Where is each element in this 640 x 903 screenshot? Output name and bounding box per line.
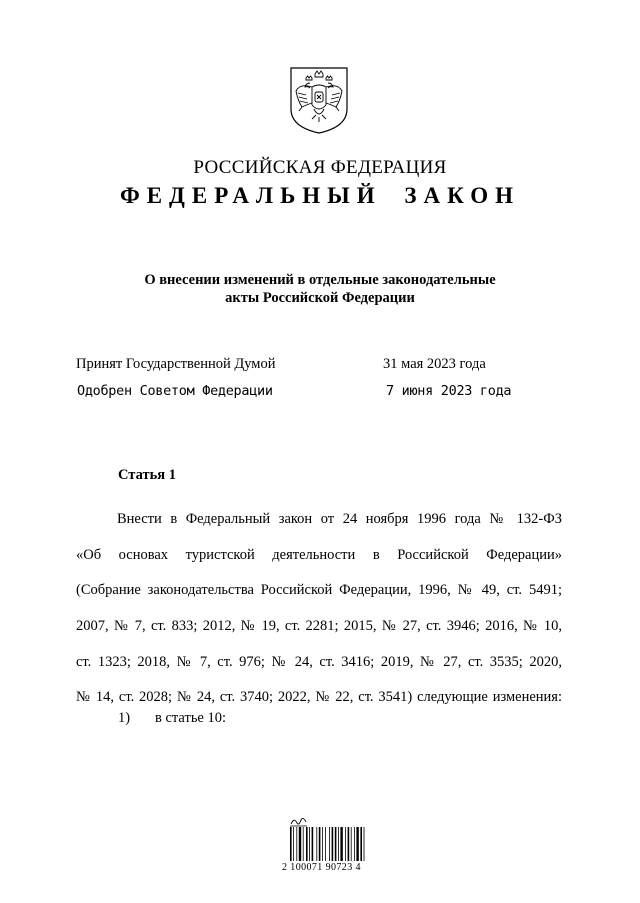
paragraph-line: № 14, ст. 2028; № 24, ст. 3740; 2022, № 22, ст. 3541) следующие изменения: [76, 689, 562, 706]
barcode-number: 2 100071 90723 4 [282, 862, 361, 873]
paragraph-line: 2007, № 7, ст. 833; 2012, № 19, ст. 2281; 2015, № 27, ст. 3946; 2016, № 10, [76, 618, 562, 635]
adopted-date: 31 мая 2023 года [383, 356, 486, 372]
barcode-icon [290, 827, 366, 861]
paragraph-line: «Об основах туристской деятельности в Российской Федерации» [76, 546, 562, 563]
list-item-text: в статье 10: [155, 710, 227, 726]
law-title-line-2: акты Российской Федерации [225, 290, 415, 306]
approved-label: Одобрен Советом Федерации [77, 383, 273, 399]
country-name: РОССИЙСКАЯ ФЕДЕРАЦИЯ [193, 157, 447, 178]
list-item-number: 1) [118, 710, 131, 726]
article-paragraph [76, 502, 562, 716]
adopted-label: Принят Государственной Думой [76, 356, 276, 372]
paragraph-line: Внести в Федеральный закон от 24 ноября 1996 года № 132-ФЗ [117, 511, 562, 527]
paragraph-line: ст. 1323; 2018, № 7, ст. 976; № 24, ст. 3416; 2019, № 27, ст. 3535; 2020, [76, 653, 562, 670]
article-heading: Статья 1 [118, 467, 176, 483]
approved-date: 7 июня 2023 года [386, 383, 512, 399]
document-type: ФЕДЕРАЛЬНЫЙ ЗАКОН [119, 183, 521, 208]
law-title-line-1: О внесении изменений в отдельные законодательные [144, 272, 496, 288]
law-title [0, 271, 640, 307]
paragraph-line: (Собрание законодательства Российской Федерации, 1996, № 49, ст. 5491; [76, 582, 562, 599]
coat-of-arms-icon [288, 65, 350, 135]
signature-mark-icon [290, 815, 308, 827]
